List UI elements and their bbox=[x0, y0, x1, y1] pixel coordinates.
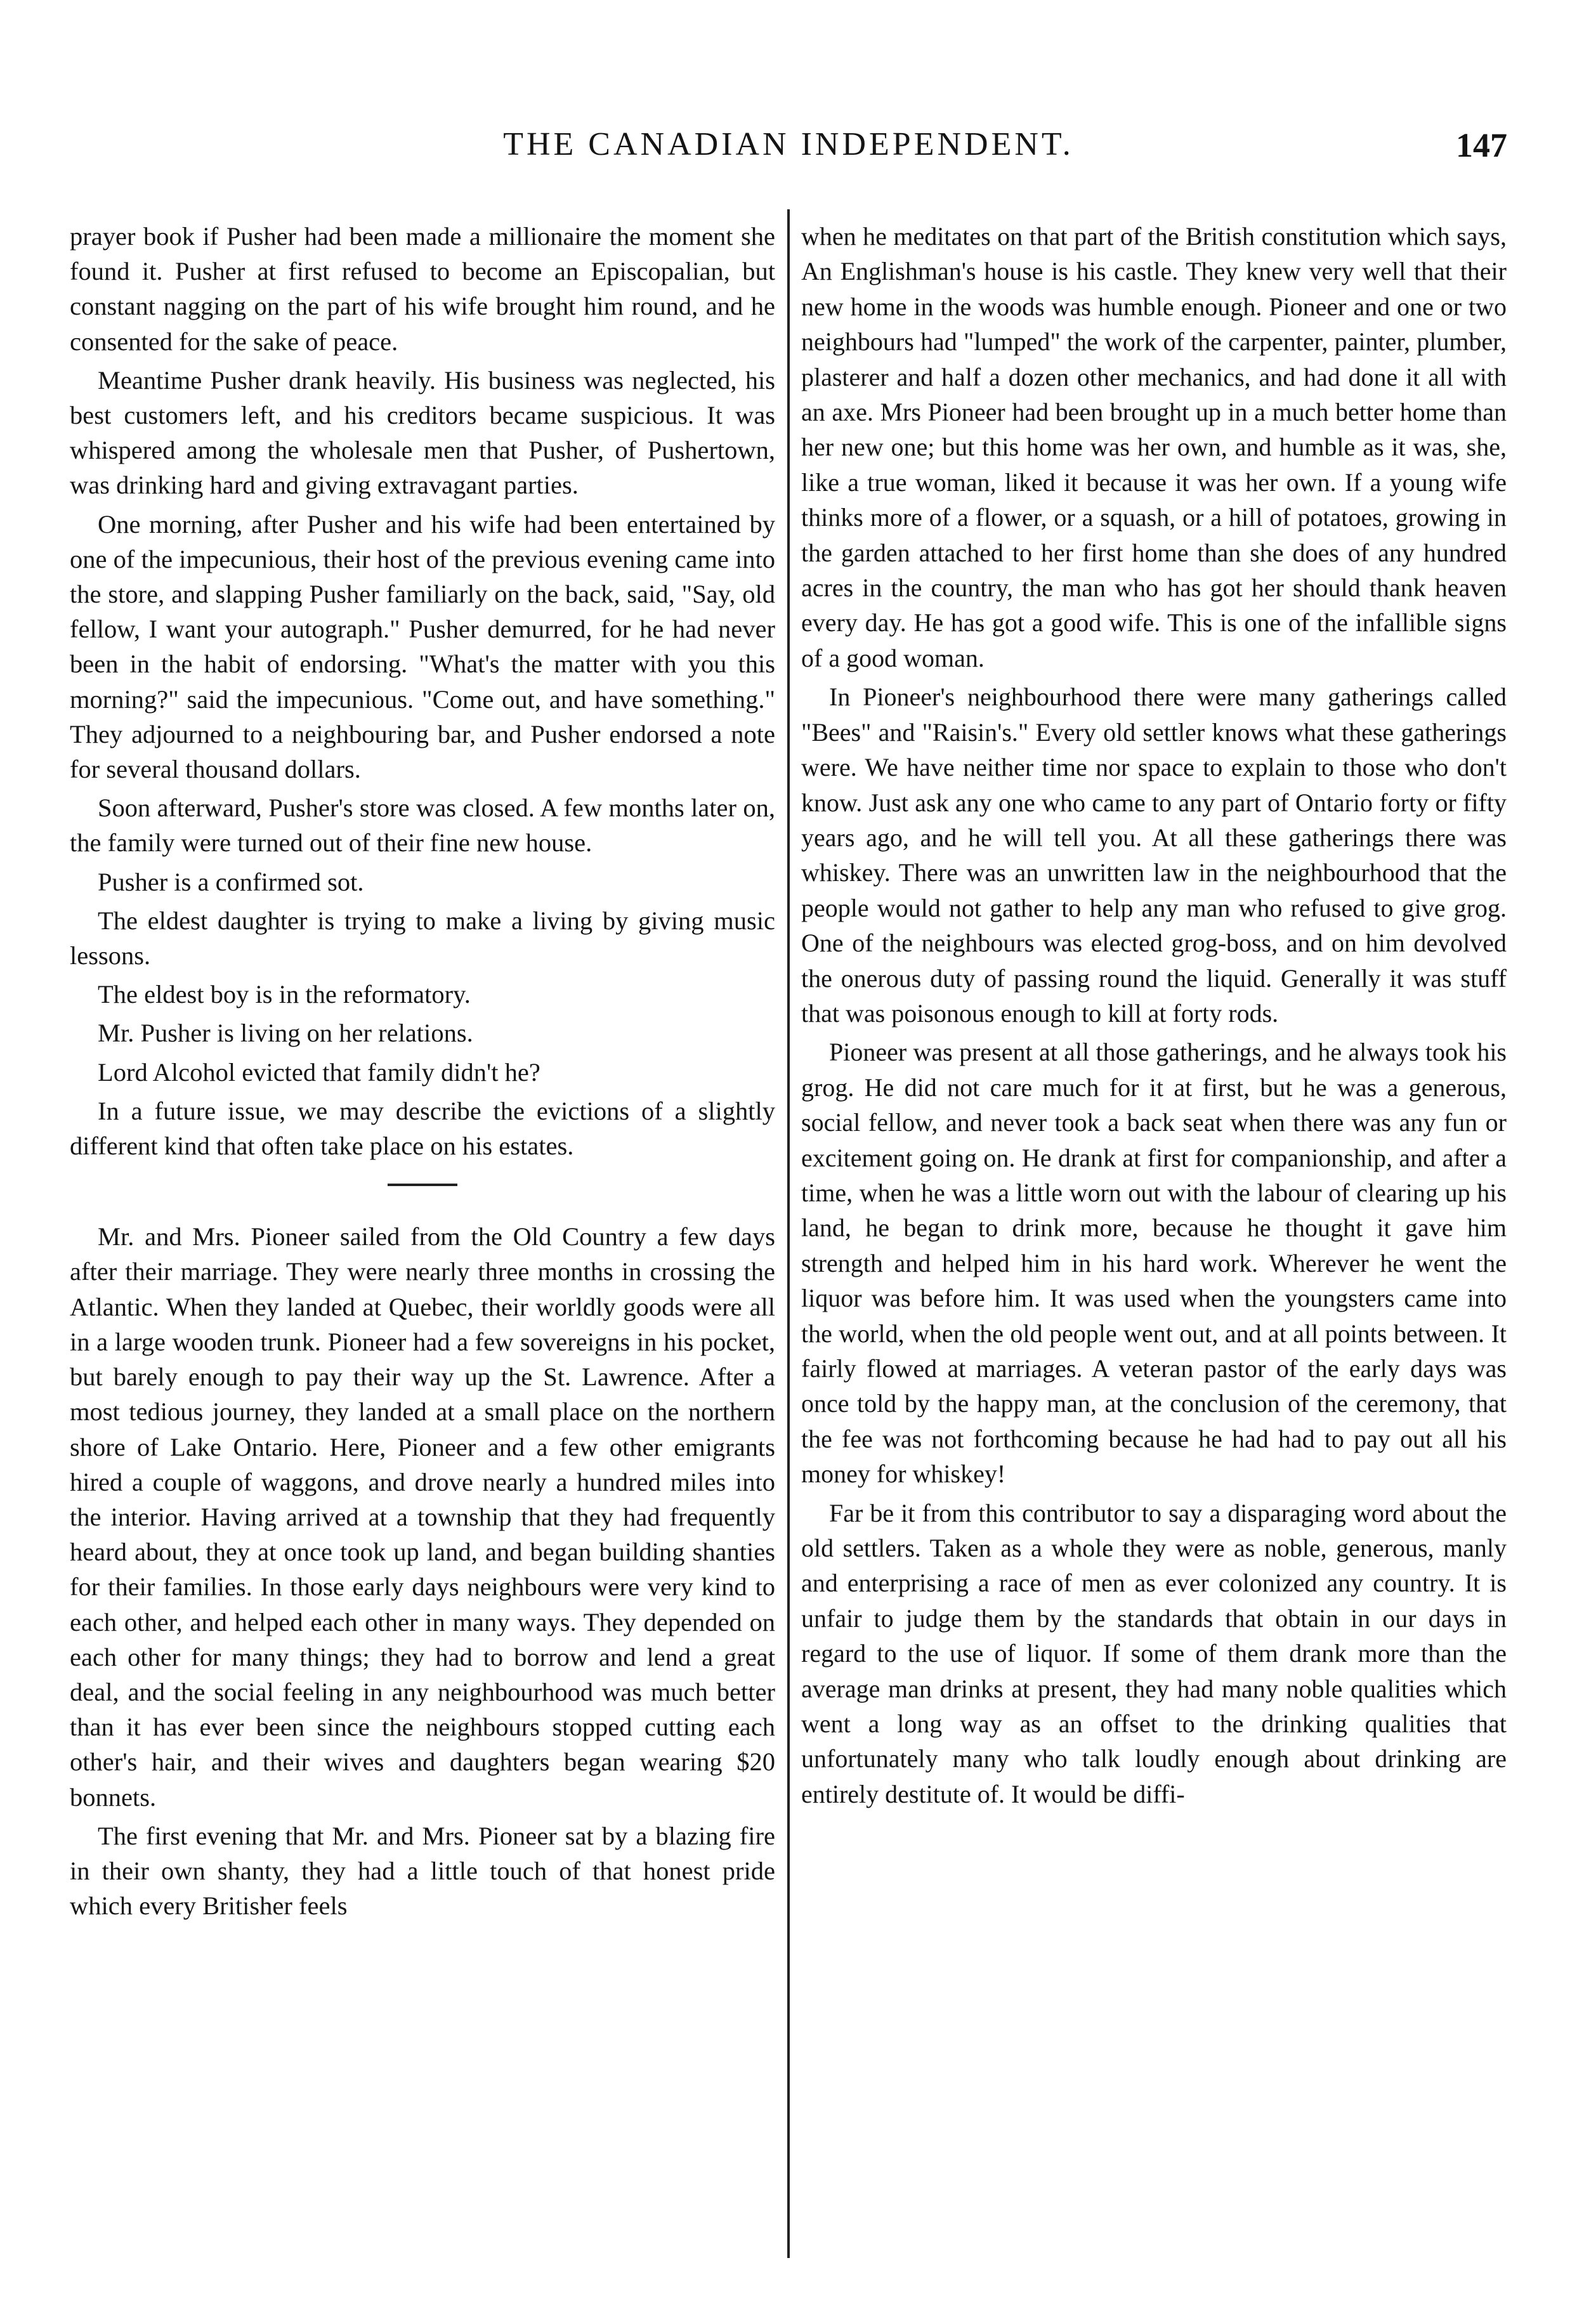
paragraph: In Pioneer's neighbourhood there were many gatherings called "Bees" and "Raisin's." Every old settler knows what these gatherings were. We have neither time nor space to explain to those who don't know. Just ask any one who came to any part of Ontario forty or fifty years ago, and he will tell you. At all these gatherings there was whiskey. There was an unwritten law in the neighbourhood that the people would not gather to help any man who refused to give grog. One of the neighbours was elected grog-boss, and on him devolved the onerous duty of passing round the liquid. Generally it was stuff that was poisonous enough to kill at forty rods. bbox=[801, 682, 1507, 1028]
paragraph: Far be it from this contributor to say a disparaging word about the old settlers. Taken as a whole they were as noble, generous, manly and enterprising a race of men as ever colonized any country. It is unfair to judge them by the standards that obtain in our days in regard to the use of liquor. If some of them drank more than the average man drinks at present, they had many noble qualities which went a long way as an offset to the drinking qualities that unfortunately many who talk loudly enough about drinking are entirely destitute of. It would be diffi- bbox=[801, 1498, 1507, 1808]
left-column bbox=[70, 219, 775, 1923]
paragraph: One morning, after Pusher and his wife had been entertained by one of the impecunious, their host of the previous evening came into the store, and slapping Pusher familiarly on the back, said, "Say, old fellow, I want your autograph." Pusher demurred, for he had never been in the habit of endorsing. "What's the matter with you this morning?" said the impecunious. "Come out, and have something." They adjourned to a neighbouring bar, and Pusher endorsed a note for several thousand dollars. bbox=[70, 509, 775, 784]
section-divider bbox=[388, 1184, 457, 1186]
column-divider bbox=[787, 209, 790, 2258]
paragraph: The first evening that Mr. and Mrs. Pioneer sat by a blazing fire in their own shanty, they had a little touch of that honest pride which every Britisher feels bbox=[70, 1821, 775, 1921]
paragraph: prayer book if Pusher had been made a millionaire the moment she found it. Pusher at first refused to become an Episcopalian, but constant nagging on the part of his wife brought him round, and he consented for the sake of peace. bbox=[70, 222, 775, 356]
paragraph: In a future issue, we may describe the evictions of a slightly different kind that often take place on his estates. bbox=[70, 1096, 775, 1161]
paragraph: Lord Alcohol evicted that family didn't he? bbox=[98, 1057, 540, 1087]
right-column bbox=[801, 219, 1507, 1812]
page-header bbox=[63, 126, 1514, 176]
paragraph: Pusher is a confirmed sot. bbox=[98, 867, 364, 896]
paragraph: Mr. Pusher is living on her relations. bbox=[98, 1019, 473, 1048]
journal-title: THE CANADIAN INDEPENDENT. bbox=[503, 126, 1074, 162]
page-number: 147 bbox=[1456, 126, 1507, 164]
paragraph: The eldest daughter is trying to make a living by giving music lessons. bbox=[70, 906, 775, 970]
paragraph: Meantime Pusher drank heavily. His business was neglected, his best customers left, and his creditors became suspicious. It was whispered among the wholesale men that Pusher, of Pushertown, was drinking hard and giving extravagant parties. bbox=[70, 365, 775, 500]
paragraph: Pioneer was present at all those gatherings, and he always took his grog. He did not care much for it at first, but he was a generous, social fellow, and never took a back seat when there was any fun or excitement going on. He drank at first for companionship, and after a time, when he was a little worn out with the labour of clearing up his land, he began to drink more, because he thought it gave him strength and helped him in his hard work. Wherever he went the liquor was before him. It was used when the youngsters came into the world, when the old people went out, and at all points between. It fairly flowed at marriages. A veteran pastor of the early days was once told by the happy man, at the conclusion of the ceremony, that the fee was not forthcoming because he had had to pay out all his money for whiskey! bbox=[801, 1038, 1507, 1489]
paragraph: Soon afterward, Pusher's store was closed. A few months later on, the family were turned out of their fine new house. bbox=[70, 793, 775, 858]
paragraph: when he meditates on that part of the British constitution which says, An Englishman's house is his castle. They knew very well that their new home in the woods was humble enough. Pioneer and one or two neighbours had "lumped" the work of the carpenter, painter, plumber, plasterer and half a dozen other mechanics, and had done it all with an axe. Mrs Pioneer had been brought up in a much better home than her new one; but this home was her own, and humble as it was, she, like a true woman, liked it because it was her own. If a young wife thinks more of a flower, or a squash, or a hill of potatoes, growing in the garden attached to her first home than she does of any hundred acres in the country, the man who has got her should thank heaven every day. He has got a good wife. This is one of the infallible signs of a good woman. bbox=[801, 222, 1507, 672]
paragraph: The eldest boy is in the reformatory. bbox=[98, 980, 471, 1009]
paragraph: Mr. and Mrs. Pioneer sailed from the Old Country a few days after their marriage. They were nearly three months in crossing the Atlantic. When they landed at Quebec, their worldly goods were all in a large wooden trunk. Pioneer had a few sovereigns in his pocket, but barely enough to pay their way up the St. Lawrence. After a most tedious journey, they landed at a small place on the northern shore of Lake Ontario. Here, Pioneer and a few other emigrants hired a couple of waggons, and drove nearly a hundred miles into the interior. Having arrived at a township that they had frequently heard about, they at once took up land, and began building shanties for their families. In those early days neighbours were very kind to each other, and helped each other in many ways. They depended on each other for many things; they had to borrow and lend a great deal, and the social feeling in any neighbourhood was much better than it has ever been since the neighbours stopped cutting each other's hair, and their wives and daughters began wearing $20 bonnets. bbox=[70, 1222, 775, 1812]
